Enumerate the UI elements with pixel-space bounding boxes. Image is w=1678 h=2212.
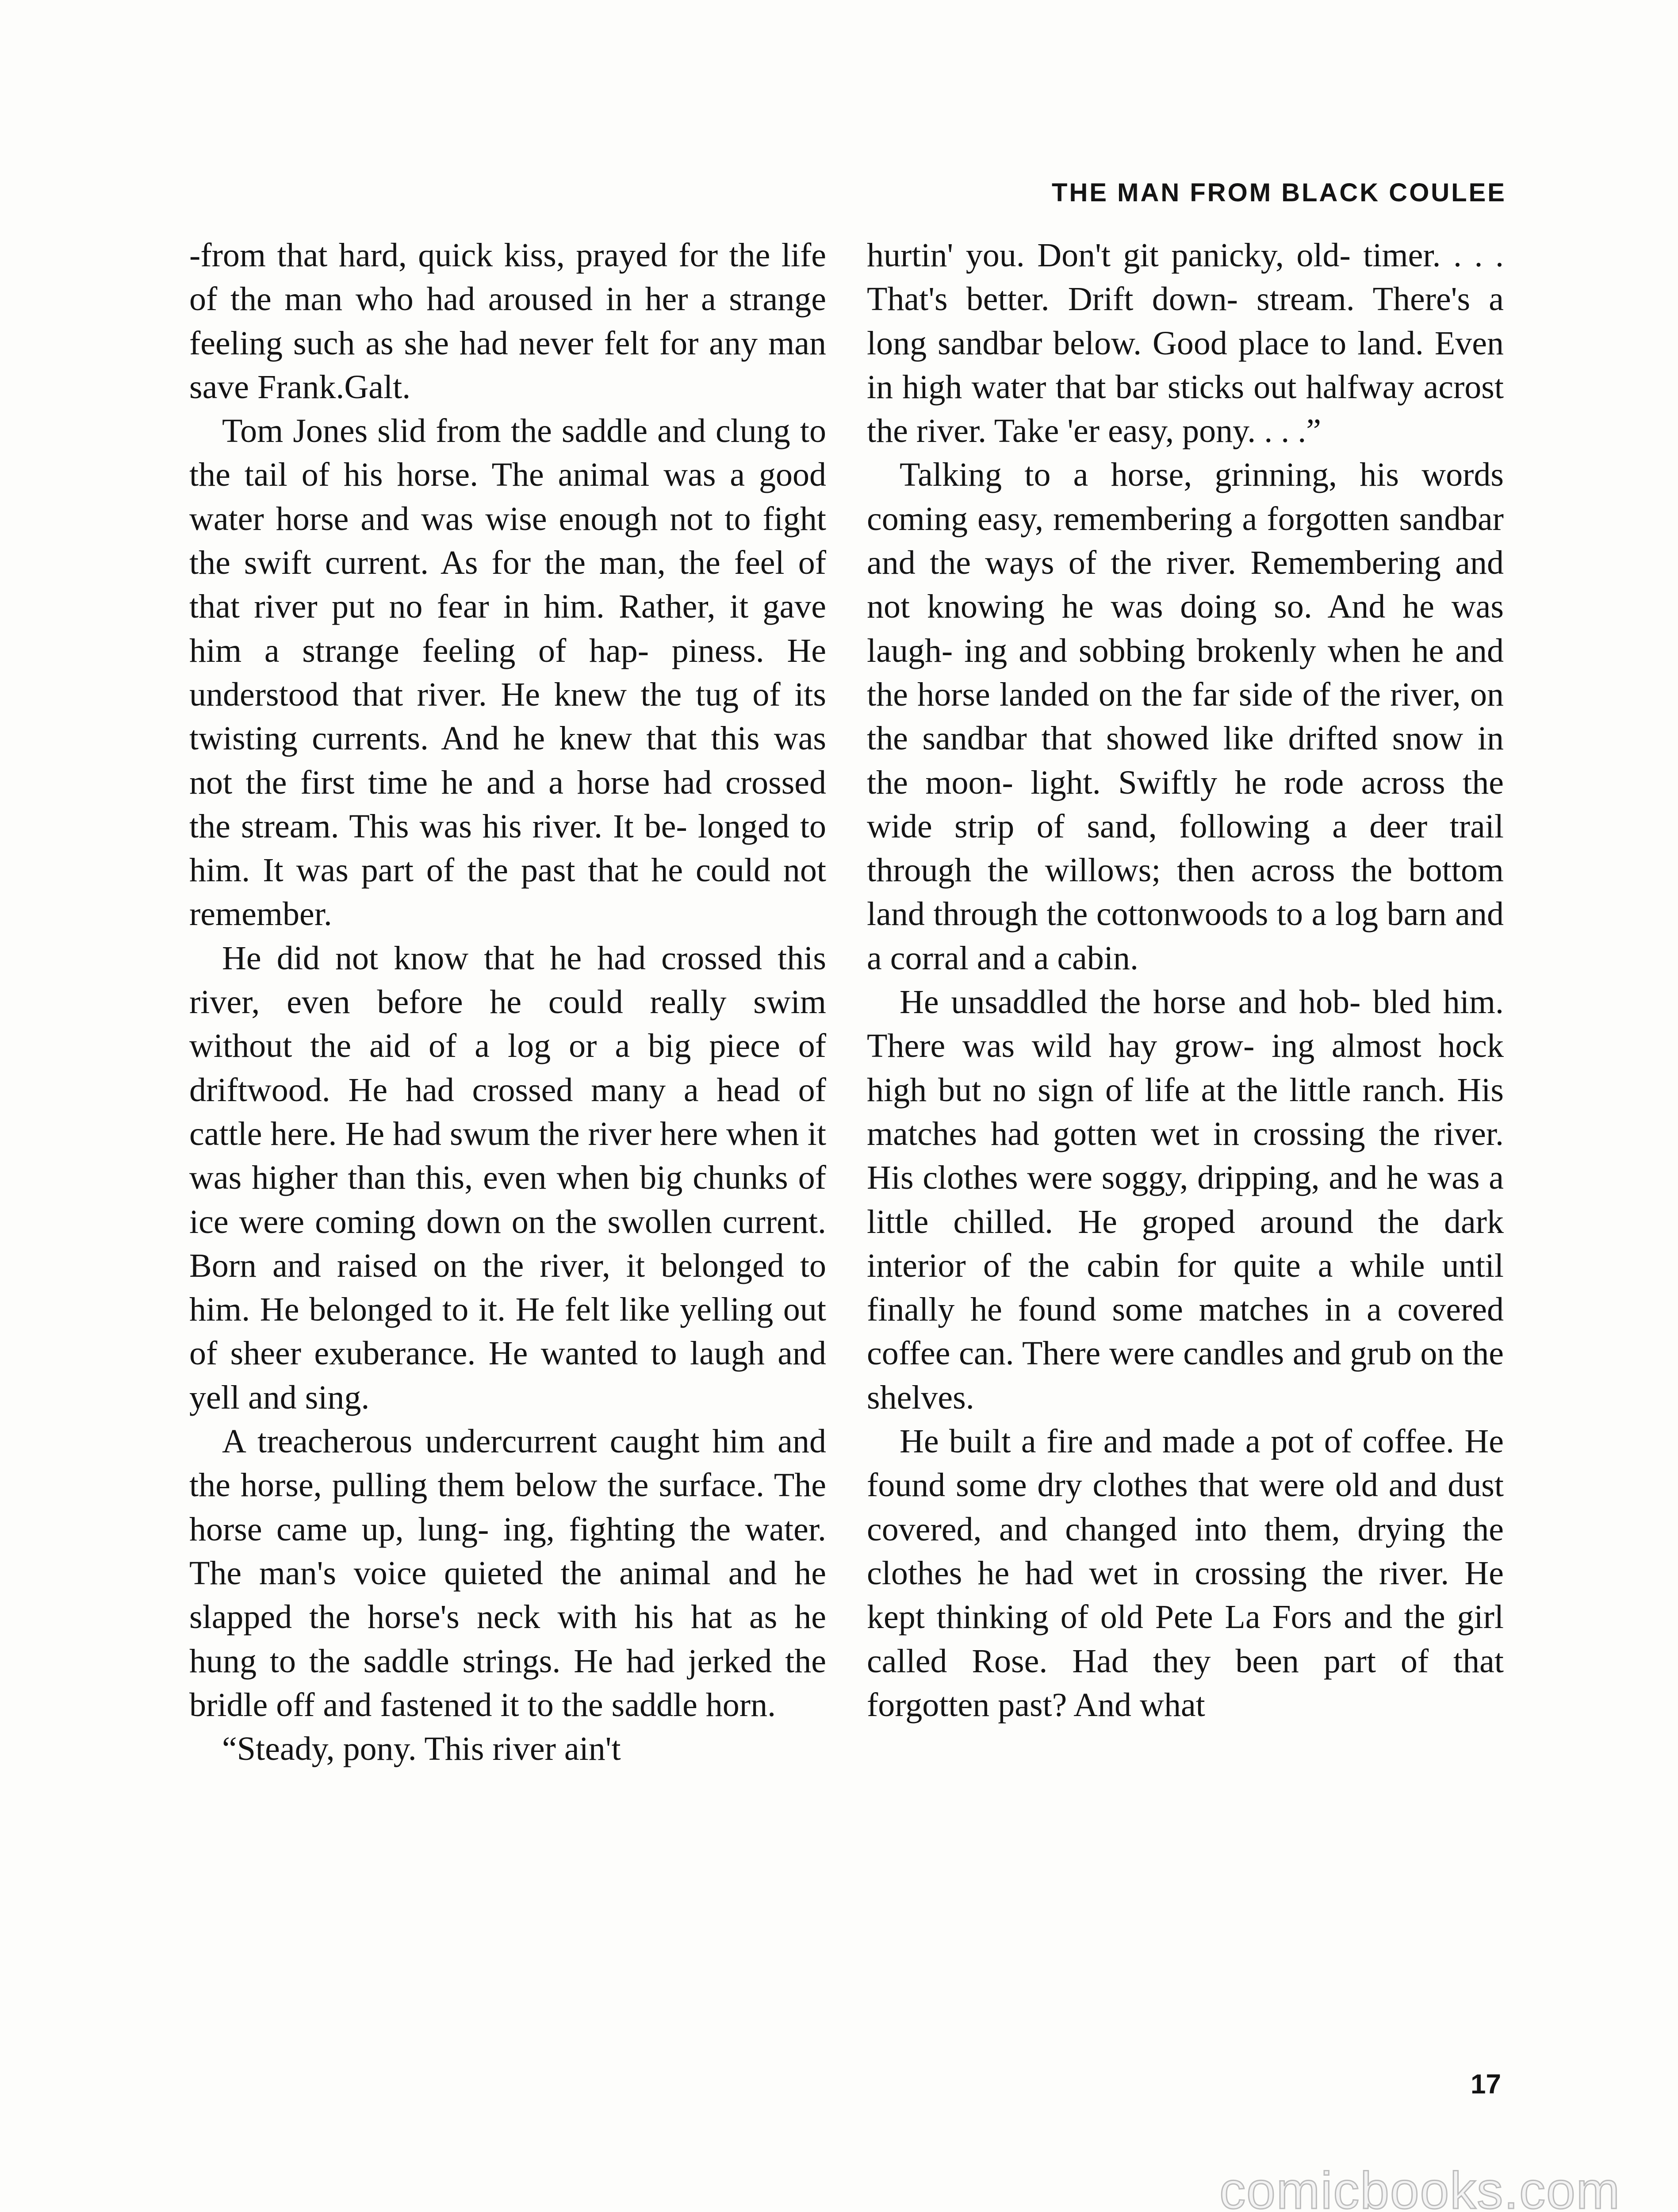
paragraph: He unsaddled the horse and hob- bled him. There was wild hay grow- ing almost hock high but no sign of life at the little ranch. His matches had gotten wet in crossing the river. His clothes were soggy, dripping, and he was a little chilled. He groped around the dark interior of the cabin for quite a while until finally he found some matches in a covered coffee can. There were candles and grub on the shelves. (867, 983, 1504, 1416)
left-column (189, 234, 826, 1771)
paragraph: A treacherous undercurrent caught him and the horse, pulling them below the surface. The horse came up, lung- ing, fighting the water. The man's voice quieted the animal and he slapped the horse's neck with his hat as he hung to the saddle strings. He had jerked the bridle off and fastened it to the saddle horn. (189, 1423, 826, 1724)
watermark: comicbooks.com (1219, 2162, 1621, 2212)
page-number: 17 (1471, 2069, 1501, 2100)
paragraph: Tom Jones slid from the saddle and clung to the tail of his horse. The animal was a good water horse and was wise enough not to fight the swift current. As for the man, the feel of that river put no fear in him. Rather, it gave him a strange feeling of hap- piness. He understood that river. He knew the tug of its twisting currents. And he knew that this was not the first time he and a horse had crossed the stream. This was his river. It be- longed to him. It was part of the past that he could not remember. (189, 412, 826, 933)
paragraph: Talking to a horse, grinning, his words coming easy, remembering a forgotten sandbar and the ways of the river. Remembering and not knowing he was doing so. And he was laugh- ing and sobbing brokenly when he and the horse landed on the far side of the river, on the sandbar that showed like drifted snow in the moon- light. Swiftly he rode across the wide strip of sand, following a deer trail through the willows; then across the bottom land through the cottonwoods to a log barn and a corral and a cabin. (867, 456, 1504, 977)
paragraph: He built a fire and made a pot of coffee. He found some dry clothes that were old and dust covered, and changed into them, drying the clothes he had wet in crossing the river. He kept thinking of old Pete La Fors and the girl called Rose. Had they been part of that forgotten past? And what (867, 1423, 1504, 1724)
running-head: THE MAN FROM BLACK COULEE (1052, 178, 1506, 207)
paragraph: He did not know that he had crossed this river, even before he could really swim without the aid of a log or a big piece of driftwood. He had crossed many a head of cattle here. He had swum the river here when it was higher than this, even when big chunks of ice were coming down on the swollen current. Born and raised on the river, it belonged to him. He belonged to it. He felt like yelling out of sheer exuberance. He wanted to laugh and yell and sing. (189, 939, 826, 1416)
paragraph: -from that hard, quick kiss, prayed for the life of the man who had aroused in her a strange feeling such as she had never felt for any man save Frank.Galt. (189, 237, 826, 406)
paragraph: “Steady, pony. This river ain't (222, 1730, 621, 1768)
paragraph: hurtin' you. Don't git panicky, old- timer. . . . That's better. Drift down- stream. There's a long sandbar below. Good place to land. Even in high water that bar sticks out halfway acrost the river. Take 'er easy, pony. . . .” (867, 237, 1504, 450)
right-column (867, 234, 1504, 1727)
